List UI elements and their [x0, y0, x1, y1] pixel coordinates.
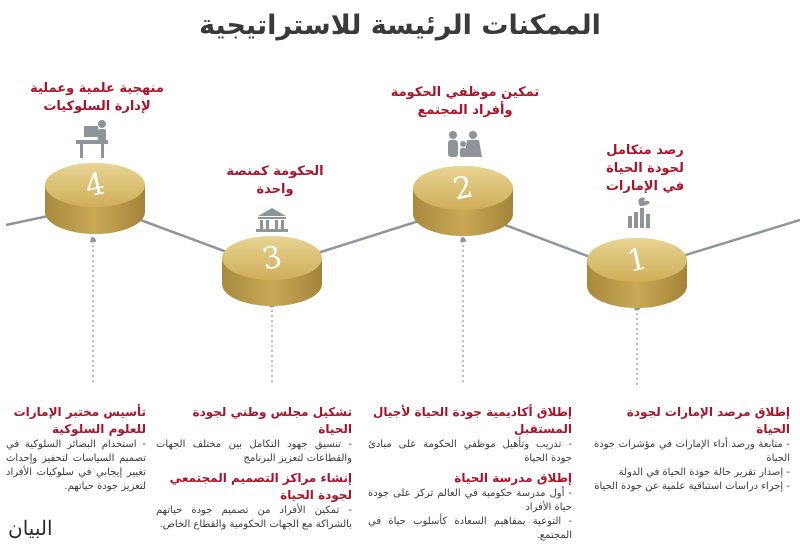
- pillar-label-line: لإدارة السلوكيات: [43, 99, 151, 114]
- section-title: إنشاء مراكز التصميم المجتمعي لجودة الحياة: [169, 471, 352, 502]
- section-item: - تدريب وتأهيل موظفي الحكومة على مبادئ جودة الحياة: [368, 439, 572, 464]
- office-worker-icon: [76, 120, 108, 158]
- section-2: [368, 404, 572, 543]
- disc-3: [222, 236, 322, 306]
- pillar-label-line: في الإمارات: [605, 179, 685, 194]
- disc-1: [587, 238, 687, 308]
- section-item: - استخدام البصائر السلوكية في تصميم السياسات لتحفيز وإحداث تغيير إيجابي في سلوكيات الأفراد لتعزيز جودة حياتهم.: [6, 439, 146, 492]
- section-1: [594, 404, 790, 494]
- pillar-label-line: لجودة الحياة: [606, 161, 684, 176]
- section-title: إطلاق مرصد الإمارات لجودة الحياة: [626, 405, 790, 436]
- pillar-label-line: منهجية علمية وعملية: [30, 81, 164, 96]
- page-title: الممكنات الرئيسة للاستراتيجية: [199, 10, 601, 41]
- section-item: - تنسيق جهود التكامل بين مختلف الجهات والقطاعات لتعزيز البرنامج: [156, 439, 352, 464]
- pillar-label-4: [12, 80, 182, 116]
- pillar-label-line: رصد متكامل: [606, 143, 684, 158]
- pillar-label-3: [200, 163, 350, 199]
- pillar-label-line: واحدة: [256, 182, 294, 197]
- section-item: - أول مدرسة حكومية في العالم تركز على جودة حياة الأفراد: [368, 488, 572, 513]
- section-4: [6, 404, 146, 494]
- disc-number-1: 1: [624, 241, 651, 280]
- growth-chart-icon: [628, 197, 650, 228]
- section-title: إطلاق مدرسة الحياة: [454, 471, 572, 485]
- section-item: - التوعية بمفاهيم السعادة كأسلوب حياة في المجتمع.: [368, 516, 572, 541]
- section-item: - إجراء دراسات استباقية علمية عن جودة الحياة: [594, 481, 790, 492]
- newspaper-logo: البيان: [8, 516, 53, 540]
- section-item: - إصدار تقرير حالة جودة الحياة في الدولة: [618, 467, 790, 478]
- disc-number-2: 2: [450, 169, 477, 208]
- disc-number-3: 3: [259, 239, 286, 278]
- pillar-label-line: تمكين موظفي الحكومة: [390, 85, 540, 100]
- section-title: تأسيس مختبر الإمارات للعلوم السلوكية: [13, 405, 146, 436]
- disc-number-4: 4: [82, 166, 109, 205]
- section-title: إطلاق أكاديمية جودة الحياة لأجيال المستقبل: [372, 405, 572, 436]
- disc-2: [413, 166, 513, 236]
- section-item: - متابعة ورصد أداء الإمارات في مؤشرات جودة الحياة: [594, 439, 790, 464]
- section-item: - تمكين الأفراد من تصميم جودة حياتهم بالشراكة مع الجهات الحكومية والقطاع الخاص.: [156, 505, 352, 530]
- pillar-label-1: [570, 142, 720, 196]
- pillar-label-2: [375, 84, 555, 120]
- government-building-icon: [256, 208, 288, 232]
- section-3: [156, 404, 352, 532]
- pillar-label-line: الحكومة كمنصة: [226, 164, 324, 179]
- disc-4: [45, 163, 145, 234]
- family-icon: [448, 131, 482, 157]
- section-title: تشكيل مجلس وطني لجودة الحياة: [192, 405, 352, 436]
- pillar-label-line: وأفراد المجتمع: [417, 103, 513, 118]
